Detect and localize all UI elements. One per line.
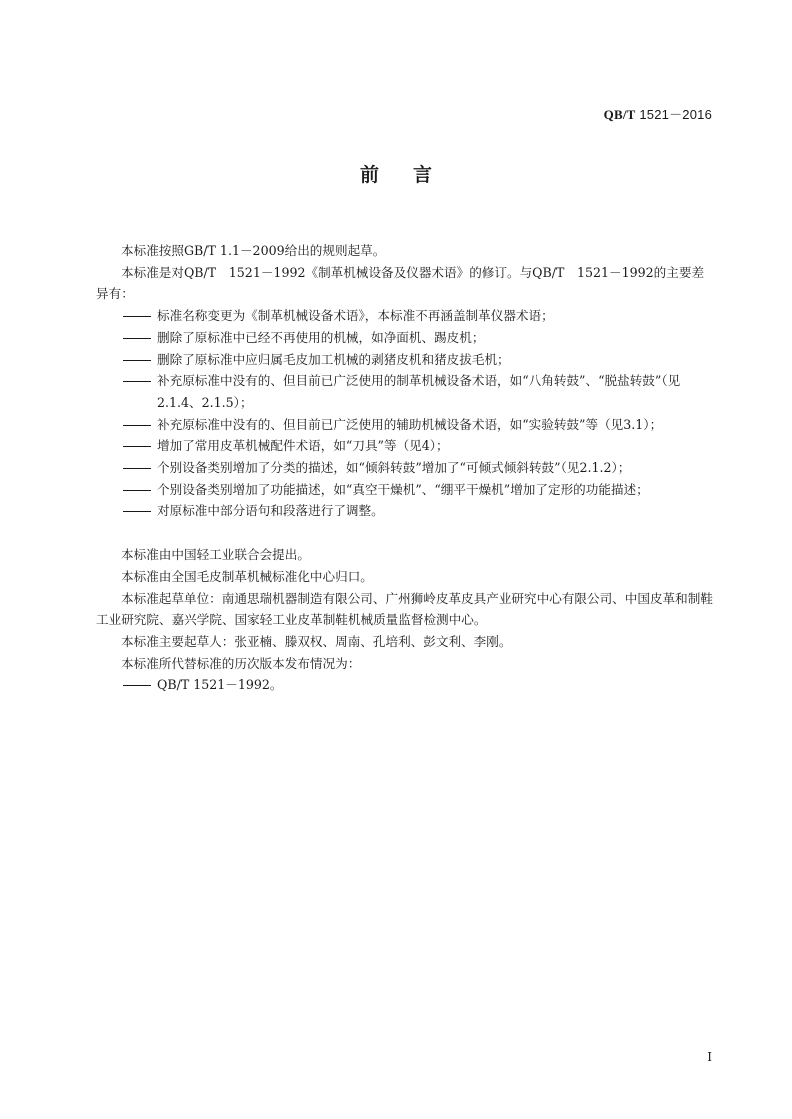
change-text: 删除了原标准中应归属毛皮加工机械的剥猪皮机和猪皮拔毛机； [157,351,510,367]
paragraph-drafting-units: 本标准起草单位：南通思瑞机器制造有限公司、广州狮岭皮革皮具产业研究中心有限公司、中国皮革和制鞋工业研究院、嘉兴学院、国家轻工业皮革制鞋机械质量监督检测中心。 [96,590,713,628]
paragraph-drafters: 本标准主要起草人：张亚楠、滕双权、周南、孔培利、彭文利、李刚。 [121,633,512,649]
previous-version-item [96,674,716,696]
change-item [96,457,716,479]
change-item [96,500,716,522]
change-text: 补充原标准中没有的、但目前已广泛使用的辅助机械设备术语，如“实验转鼓”等（见3.1）； [157,416,663,432]
standard-code [604,104,712,123]
change-text: 个别设备类别增加了分类的描述，如“倾斜转鼓”增加了“可倾式倾斜转鼓”（见2.1.2）； [157,460,631,476]
page-title: 前言 [359,164,466,186]
paragraph-proposer: 本标准由中国轻工业联合会提出。 [121,547,310,563]
section-gap [96,522,716,544]
document-body [96,240,716,696]
change-list [96,305,716,522]
paragraph-version-history: 本标准所代替标准的历次版本发布情况为： [121,655,361,671]
change-item [96,327,716,349]
change-item [96,370,716,413]
paragraph-revision-intro: 本标准是对QB/T 1521－1992《制革机械设备及仪器术语》的修订。与QB/T 1521－1992的主要差异有： [96,264,705,302]
change-text: 补充原标准中没有的、但目前已广泛使用的制革机械设备术语，如“八角转鼓”、“脱盐转鼓”（见2.1.4、2.1.5）； [157,373,681,410]
paragraph-drafting-rules: 本标准按照GB/T 1.1－2009给出的规则起草。 [121,243,386,258]
standard-prefix: QB/T [603,107,636,122]
change-text: 删除了原标准中已经不再使用的机械，如净面机、踢皮机； [157,329,485,345]
change-text: 标准名称变更为《制革机械设备术语》，本标准不再涵盖制革仪器术语； [157,308,554,324]
change-text: 增加了常用皮革机械配件术语，如“刀具”等（见4）； [157,438,449,454]
change-item [96,479,716,501]
change-text: 对原标准中部分语句和段落进行了调整。 [157,503,384,519]
previous-version-text: QB/T 1521－1992。 [157,677,283,693]
page-number: I [707,1050,712,1064]
change-item [96,305,716,327]
change-text: 个别设备类别增加了功能描述，如“真空干燥机”、“绷平干燥机”增加了定形的功能描述； [157,481,649,497]
standard-number: 1521－2016 [635,107,712,122]
change-item [96,349,716,371]
change-item [96,435,716,457]
paragraph-administrator: 本标准由全国毛皮制革机械标准化中心归口。 [121,568,373,584]
change-item [96,414,716,436]
